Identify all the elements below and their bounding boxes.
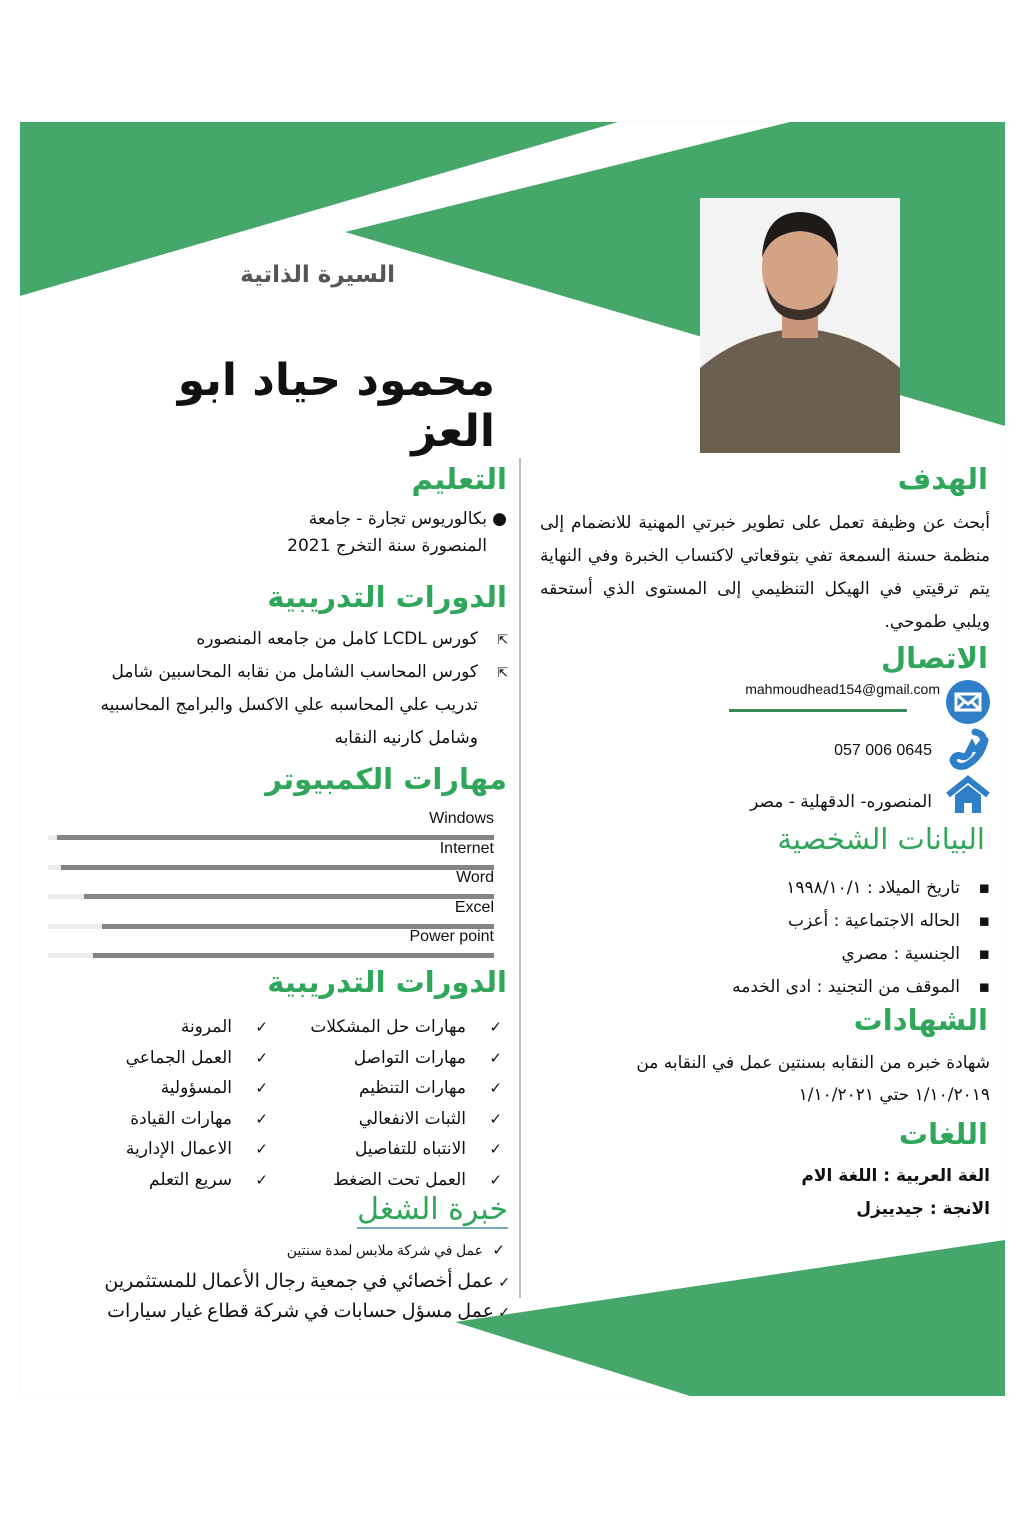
personal-title: البيانات الشخصية xyxy=(777,822,985,856)
envelope-icon xyxy=(946,680,990,724)
experience-item: ✓عمل أخصائي في جمعية رجال الأعمال للمستثمرين xyxy=(104,1271,510,1292)
personal-item: ▪الجنسية : مصري xyxy=(841,944,990,964)
email-link[interactable]: mahmoudhead154@gmail.com xyxy=(745,681,940,697)
skill-bar-track xyxy=(48,865,494,870)
soft-skills-right xyxy=(290,1012,502,1195)
soft-skill-item xyxy=(60,1043,268,1074)
skill-label: Power point xyxy=(409,928,494,945)
soft-skill-label: المرونة xyxy=(180,1017,232,1037)
soft-skill-label: مهارات التواصل xyxy=(353,1047,466,1068)
email-underline xyxy=(729,709,907,712)
contact-title: الاتصال xyxy=(880,641,988,675)
course-item: ⇱كورس LCDL كامل من جامعه المنصوره xyxy=(196,629,508,649)
experience-title: خبرة الشغل xyxy=(357,1192,508,1227)
education-line-1: ●بكالوريوس تجارة - جامعة xyxy=(308,509,507,529)
skill-label: Excel xyxy=(454,898,494,916)
computer-skills-bars xyxy=(48,810,494,970)
skill-bar-track xyxy=(48,953,494,958)
profile-photo xyxy=(700,198,900,453)
soft-skill-label: سريع التعلم xyxy=(149,1169,232,1190)
cv-label: السيرة الذاتية xyxy=(240,262,395,288)
address: المنصوره- الدقهلية - مصر xyxy=(750,792,932,812)
skill-bar-fill xyxy=(93,953,494,958)
soft-skill-item xyxy=(60,1012,268,1043)
courses-title: الدورات التدريبية xyxy=(267,580,507,614)
course-continuation: وشامل كارنيه النقابه xyxy=(334,728,478,748)
phone-icon xyxy=(945,728,989,776)
check-icon: ✓ xyxy=(489,1079,502,1097)
soft-skill-item xyxy=(60,1165,268,1196)
experience-item: ✓عمل في شركة ملابس لمدة سنتين xyxy=(286,1243,505,1259)
language-item: الانجة : جيدييزل xyxy=(856,1199,990,1219)
certificates-title: الشهادات xyxy=(853,1003,988,1037)
soft-skill-item xyxy=(60,1134,268,1165)
skill-bar-track xyxy=(48,894,494,899)
skill-label: Internet xyxy=(439,839,494,857)
soft-skill-label: العمل تحت الضغط xyxy=(333,1169,466,1190)
check-icon: ✓ xyxy=(255,1048,268,1067)
soft-skill-label: مهارات حل المشكلات xyxy=(310,1017,466,1037)
check-icon: ✓ xyxy=(489,1140,502,1158)
certificate-line-2: ١/١٠/٢٠١٩ حتي ١/١٠/٢٠٢١ xyxy=(798,1085,990,1105)
computer-skills-title: مهارات الكمبيوتر xyxy=(265,762,507,796)
education-title: التعليم xyxy=(411,462,507,496)
soft-skill-label: مهارات القيادة xyxy=(130,1108,232,1129)
soft-skill-label: الثبات الانفعالي xyxy=(358,1108,466,1129)
skill-label: Windows xyxy=(429,810,494,827)
check-icon: ✓ xyxy=(255,1079,268,1097)
soft-skill-item xyxy=(290,1073,502,1104)
skill-bar-fill xyxy=(84,894,494,899)
soft-skill-item xyxy=(290,1104,502,1135)
check-icon: ✓ xyxy=(255,1140,268,1158)
soft-skill-label: العمل الجماعي xyxy=(125,1047,232,1068)
certificate-line-1: شهادة خبره من النقابه بسنتين عمل في النقابه من xyxy=(636,1053,990,1073)
bottom-right-shape xyxy=(455,1240,1005,1396)
soft-skills-left xyxy=(60,1012,268,1195)
check-icon: ✓ xyxy=(255,1170,268,1189)
soft-skill-item xyxy=(290,1012,502,1043)
soft-skill-label: الاعمال الإدارية xyxy=(125,1139,232,1159)
phone-number[interactable]: 057 006 0645 xyxy=(834,742,932,759)
soft-skill-item xyxy=(290,1043,502,1074)
soft-skills-title: الدورات التدريبية xyxy=(267,965,507,999)
soft-skill-label: المسؤولية xyxy=(160,1078,232,1098)
soft-skill-label: مهارات التنظيم xyxy=(358,1078,466,1098)
experience-item: ✓عمل مسؤل حسابات في شركة قطاع غيار سيارات xyxy=(107,1301,510,1322)
check-icon: ✓ xyxy=(255,1109,268,1128)
skill-bar-track xyxy=(48,835,494,840)
education-line-2: المنصورة سنة التخرج 2021 xyxy=(287,536,487,556)
check-icon: ✓ xyxy=(489,1018,502,1036)
soft-skill-label: الانتباه للتفاصيل xyxy=(354,1139,466,1159)
home-icon xyxy=(945,775,991,819)
languages-title: اللغات xyxy=(898,1117,988,1151)
skill-label: Word xyxy=(456,869,494,886)
check-icon: ✓ xyxy=(489,1109,502,1128)
personal-list xyxy=(600,872,990,1004)
soft-skill-item xyxy=(60,1073,268,1104)
check-icon: ✓ xyxy=(489,1048,502,1067)
soft-skill-item xyxy=(290,1165,502,1196)
personal-item: ▪الحاله الاجتماعية : أعزب xyxy=(788,911,990,931)
skill-bar-fill xyxy=(57,835,494,840)
full-name: محمود حياد ابو العز xyxy=(177,355,495,457)
soft-skill-item xyxy=(290,1134,502,1165)
column-divider xyxy=(519,458,521,1298)
course-item: ⇱كورس المحاسب الشامل من نقابه المحاسبين شامل xyxy=(111,662,508,682)
skill-bar-fill xyxy=(61,865,494,870)
objective-title: الهدف xyxy=(897,462,988,496)
check-icon: ✓ xyxy=(255,1018,268,1036)
personal-item: ▪الموقف من التجنيد : ادى الخدمه xyxy=(732,977,990,997)
language-item: الغة العربية : اللغة الام xyxy=(801,1166,990,1186)
personal-item: ▪تاريخ الميلاد : ١٩٩٨/١٠/١ xyxy=(786,878,990,898)
objective-text: أبحث عن وظيفة تعمل على تطوير خبرتي المهنية للانضمام إلى منظمة حسنة السمعة تفي بتوقعاتي لاكتساب الخبرة وفي النهاية يتم ترقيتي في الهيكل التنظيمي إلى المستوى الذي أستحقه ويلبي طموحي. xyxy=(540,513,990,632)
check-icon: ✓ xyxy=(489,1170,502,1189)
course-continuation: تدريب علي المحاسبه علي الاكسل والبرامج المحاسبيه xyxy=(100,695,478,715)
soft-skill-item xyxy=(60,1104,268,1135)
